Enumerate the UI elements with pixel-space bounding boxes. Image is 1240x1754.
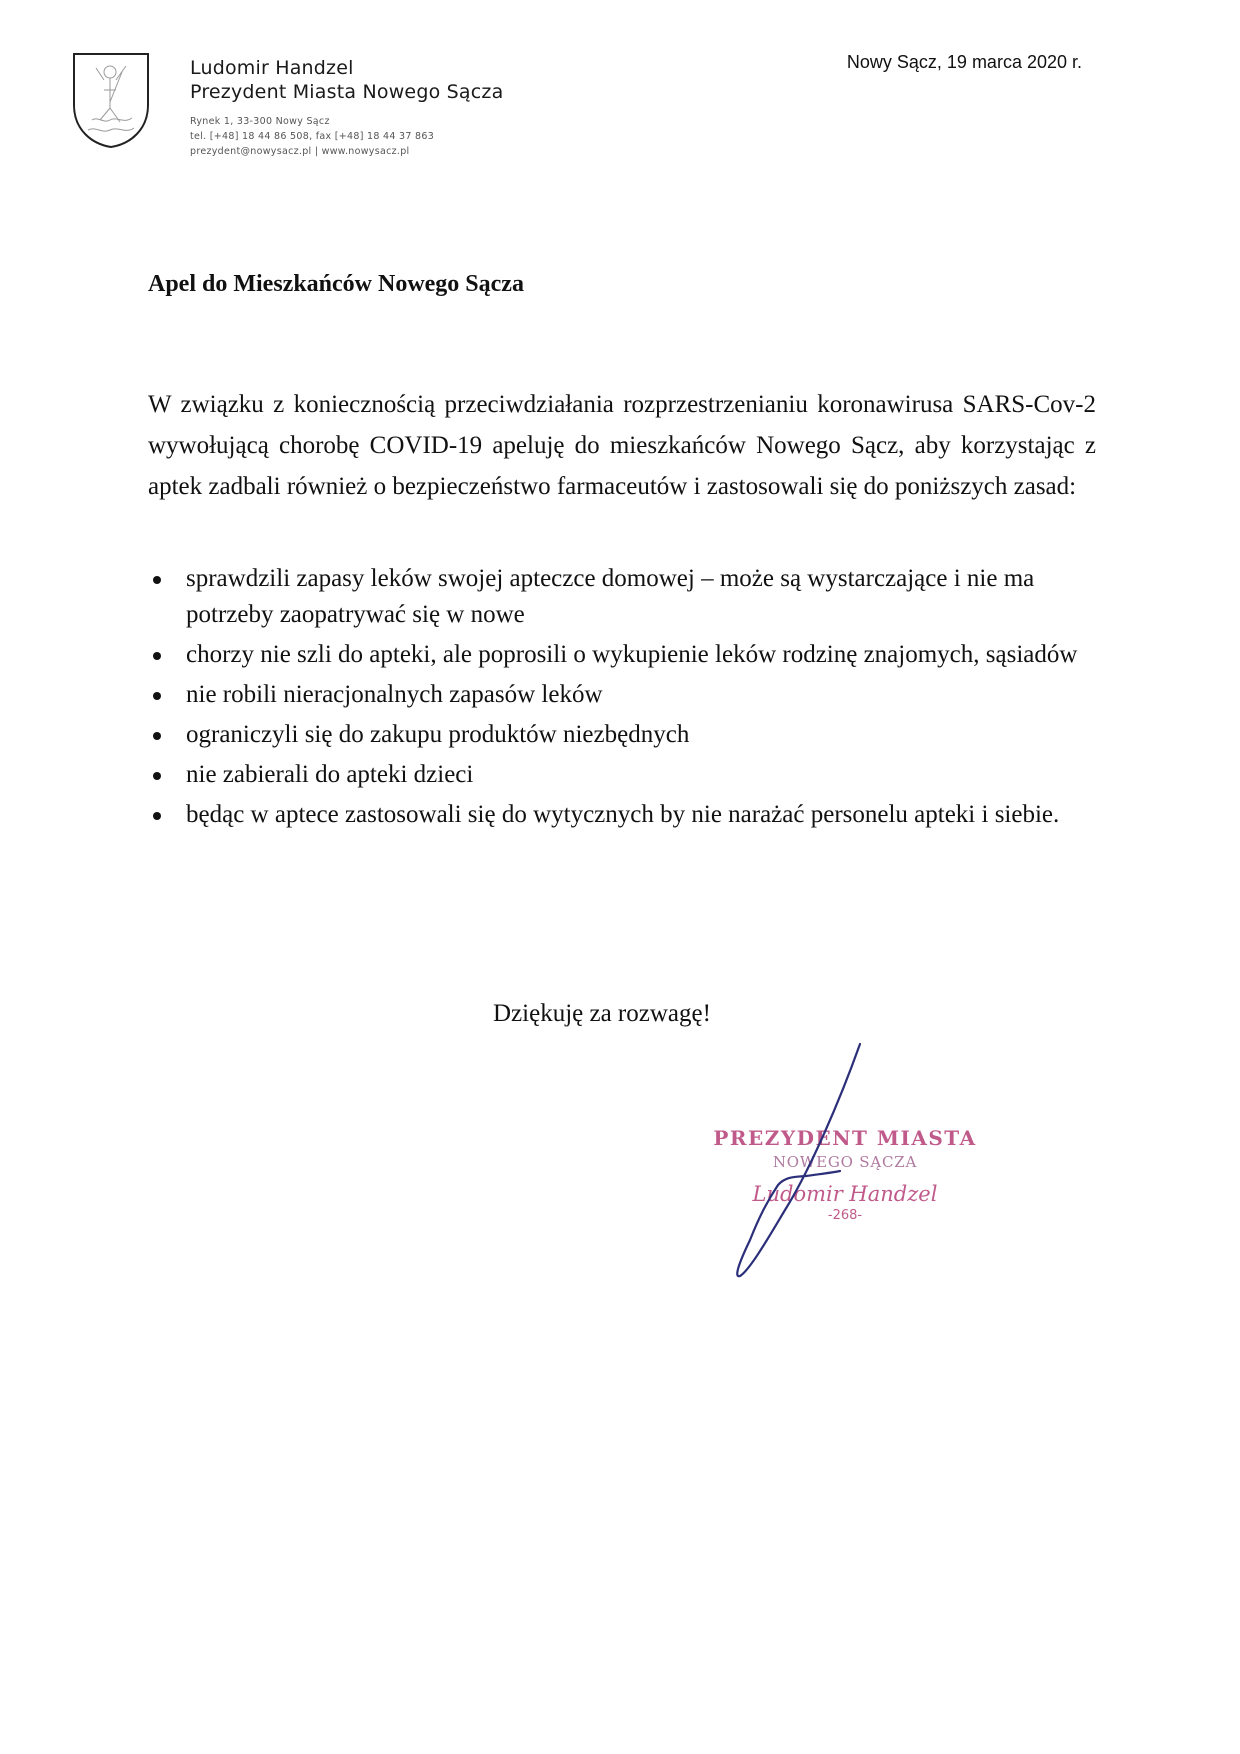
list-item <box>148 757 1096 793</box>
list-item <box>148 637 1096 673</box>
list-item <box>148 797 1096 833</box>
bullet-icon <box>153 692 161 700</box>
list-item-text: nie zabierali do apteki dzieci <box>186 761 474 788</box>
list-item-text: będąc w aptece zastosowali się do wytycznych by nie narażać personelu apteki i siebie. <box>186 801 1060 828</box>
letter-heading: Apel do Mieszkańców Nowego Sącza <box>148 271 524 297</box>
list-item-text: chorzy nie szli do apteki, ale poprosili o wykupienie leków rodzinę znajomych, sąsiadów <box>186 641 1078 668</box>
intro-paragraph: W związku z koniecznością przeciwdziałania rozprzestrzenianiu koronawirusa SARS-Cov-2 wywołującą chorobę COVID-19 apeluję do mieszkańców Nowego Sącz, aby korzystając z aptek zadbali również o bezpieczeństwo farmaceutów i zastosowali się do poniższych zasad: <box>148 391 1096 500</box>
bullet-icon <box>153 812 161 820</box>
sender-phone-fax: tel. [+48] 18 44 86 508, fax [+48] 18 44 37 863 <box>190 131 435 142</box>
list-item <box>148 677 1096 713</box>
sender-name: Ludomir Handzel <box>190 57 354 79</box>
stamp-title: PREZYDENT MIASTA <box>713 1126 977 1150</box>
list-item-text: sprawdzili zapasy leków swojej apteczce domowej – może są wystarczające i nie ma potrzeby zaopatrywać się w nowe <box>186 565 1035 628</box>
sender-contact <box>190 114 503 159</box>
sender-address: Rynek 1, 33-300 Nowy Sącz <box>190 116 330 127</box>
coat-of-arms-icon <box>70 50 152 150</box>
list-item <box>148 717 1096 753</box>
stamp-name: Ludomir Handzel <box>752 1182 938 1206</box>
stamp-number: -268- <box>827 1208 863 1223</box>
stamp-city: NOWEGO SĄCZA <box>772 1153 918 1171</box>
bullet-icon <box>153 772 161 780</box>
list-item-text: nie robili nieracjonalnych zapasów leków <box>186 681 603 708</box>
sender-title: Prezydent Miasta Nowego Sącza <box>190 81 504 103</box>
official-stamp <box>700 1125 990 1223</box>
sender-email-web: prezydent@nowysacz.pl | www.nowysacz.pl <box>190 146 410 157</box>
closing-line: Dziękuję za rozwagę! <box>493 1000 711 1027</box>
bullet-icon <box>153 732 161 740</box>
letterhead <box>190 56 503 159</box>
list-item-text: ograniczyli się do zakupu produktów niezbędnych <box>186 721 690 748</box>
bullet-icon <box>153 576 161 584</box>
rules-list <box>148 561 1096 837</box>
place-date: Nowy Sącz, 19 marca 2020 r. <box>846 52 1082 72</box>
list-item <box>148 561 1096 633</box>
bullet-icon <box>153 652 161 660</box>
